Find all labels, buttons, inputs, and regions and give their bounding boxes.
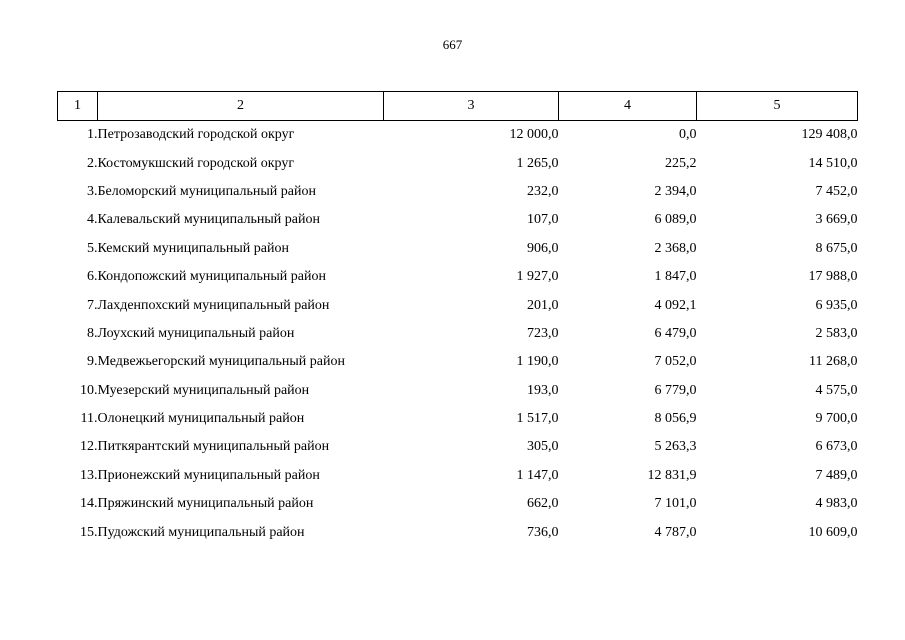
- municipality-name: Беломорский муниципальный район: [97, 183, 316, 199]
- table-row: [58, 121, 858, 150]
- page-number: 667: [442, 37, 463, 52]
- value-col-5: 14 510,0: [808, 155, 858, 171]
- value-col-3: 12 000,0: [509, 127, 559, 143]
- value-col-4: 7 101,0: [654, 496, 697, 512]
- row-number: 6.: [87, 269, 98, 285]
- table-body: [58, 121, 858, 547]
- row-number: 5.: [87, 240, 98, 256]
- table-row: [58, 206, 858, 234]
- value-col-5: 17 988,0: [808, 269, 858, 285]
- value-col-3: 305,0: [527, 439, 559, 455]
- header-cell-1: 1: [58, 92, 98, 121]
- value-col-4: 225,2: [665, 155, 697, 171]
- value-col-4: 12 831,9: [647, 467, 697, 483]
- municipality-name: Муезерский муниципальный район: [97, 382, 310, 398]
- municipality-name: Лоухский муниципальный район: [97, 325, 295, 341]
- value-col-5: 6 673,0: [815, 439, 858, 455]
- value-col-5: 6 935,0: [815, 297, 858, 313]
- value-col-5: 8 675,0: [815, 240, 858, 256]
- table-row: [58, 348, 858, 376]
- table-row: [58, 518, 858, 546]
- value-col-3: 1 517,0: [516, 411, 559, 427]
- value-col-3: 1 190,0: [516, 354, 559, 370]
- value-col-3: 201,0: [527, 297, 559, 313]
- municipality-name: Лахденпохский муниципальный район: [97, 297, 330, 313]
- table-row: [58, 149, 858, 177]
- value-col-5: 4 983,0: [815, 496, 858, 512]
- municipality-name: Кемский муниципальный район: [97, 240, 289, 256]
- value-col-5: 9 700,0: [815, 411, 858, 427]
- value-col-3: 1 147,0: [516, 467, 559, 483]
- table-row: [58, 462, 858, 490]
- row-number: 7.: [87, 297, 98, 313]
- table-row: [58, 320, 858, 348]
- row-number: 1.: [87, 127, 98, 143]
- table-row: [58, 405, 858, 433]
- header-cell-3: 3: [384, 92, 559, 121]
- value-col-4: 6 779,0: [654, 382, 697, 398]
- value-col-3: 723,0: [527, 325, 559, 341]
- municipality-name: Костомукшский городской округ: [97, 155, 295, 171]
- municipality-name: Пудожский муниципальный район: [97, 524, 305, 540]
- row-number: 10.: [80, 382, 98, 398]
- value-col-4: 2 394,0: [654, 183, 697, 199]
- table-row: [58, 263, 858, 291]
- table-row: [58, 235, 858, 263]
- header-cell-4: 4: [559, 92, 697, 121]
- municipality-name: Медвежьегорский муниципальный район: [97, 354, 345, 370]
- value-col-4: 5 263,3: [654, 439, 697, 455]
- row-number: 14.: [80, 496, 98, 512]
- header-cell-2: 2: [98, 92, 384, 121]
- table-header: [58, 92, 858, 121]
- value-col-5: 10 609,0: [808, 524, 858, 540]
- value-col-5: 3 669,0: [815, 212, 858, 228]
- value-col-3: 736,0: [527, 524, 559, 540]
- table-row: [58, 178, 858, 206]
- value-col-4: 7 052,0: [654, 354, 697, 370]
- table-row: [58, 433, 858, 461]
- row-number: 9.: [87, 354, 98, 370]
- row-number: 12.: [80, 439, 98, 455]
- header-row: [58, 92, 858, 121]
- municipality-name: Кондопожский муниципальный район: [97, 269, 326, 285]
- data-table: [57, 91, 858, 547]
- value-col-3: 1 927,0: [516, 269, 559, 285]
- municipality-name: Калевальский муниципальный район: [97, 212, 320, 228]
- municipality-name: Питкярантский муниципальный район: [97, 439, 330, 455]
- municipality-name: Прионежский муниципальный район: [97, 467, 320, 483]
- table-row: [58, 377, 858, 405]
- value-col-3: 107,0: [527, 212, 559, 228]
- value-col-5: 129 408,0: [801, 127, 858, 143]
- value-col-5: 7 489,0: [815, 467, 858, 483]
- table-row: [58, 490, 858, 518]
- row-number: 13.: [80, 467, 98, 483]
- value-col-4: 8 056,9: [654, 411, 697, 427]
- value-col-3: 193,0: [527, 382, 559, 398]
- value-col-3: 232,0: [527, 183, 559, 199]
- row-number: 4.: [87, 212, 98, 228]
- value-col-4: 1 847,0: [654, 269, 697, 285]
- value-col-3: 1 265,0: [516, 155, 559, 171]
- value-col-4: 0,0: [679, 127, 697, 143]
- value-col-4: 2 368,0: [654, 240, 697, 256]
- value-col-5: 11 268,0: [809, 354, 858, 370]
- value-col-4: 6 089,0: [654, 212, 697, 228]
- value-col-4: 6 479,0: [654, 325, 697, 341]
- row-number: 8.: [87, 325, 98, 341]
- table-row: [58, 291, 858, 319]
- header-cell-5: 5: [697, 92, 858, 121]
- value-col-5: 2 583,0: [815, 325, 858, 341]
- row-number: 3.: [87, 183, 98, 199]
- row-number: 11.: [80, 411, 98, 427]
- value-col-3: 662,0: [527, 496, 559, 512]
- municipality-name: Пряжинский муниципальный район: [97, 496, 314, 512]
- row-number: 2.: [87, 155, 98, 171]
- value-col-3: 906,0: [527, 240, 559, 256]
- row-number: 15.: [80, 524, 98, 540]
- municipality-name: Петрозаводский городской округ: [97, 127, 295, 143]
- value-col-4: 4 787,0: [654, 524, 697, 540]
- value-col-5: 4 575,0: [815, 382, 858, 398]
- value-col-4: 4 092,1: [654, 297, 697, 313]
- value-col-5: 7 452,0: [815, 183, 858, 199]
- municipality-name: Олонецкий муниципальный район: [97, 411, 305, 427]
